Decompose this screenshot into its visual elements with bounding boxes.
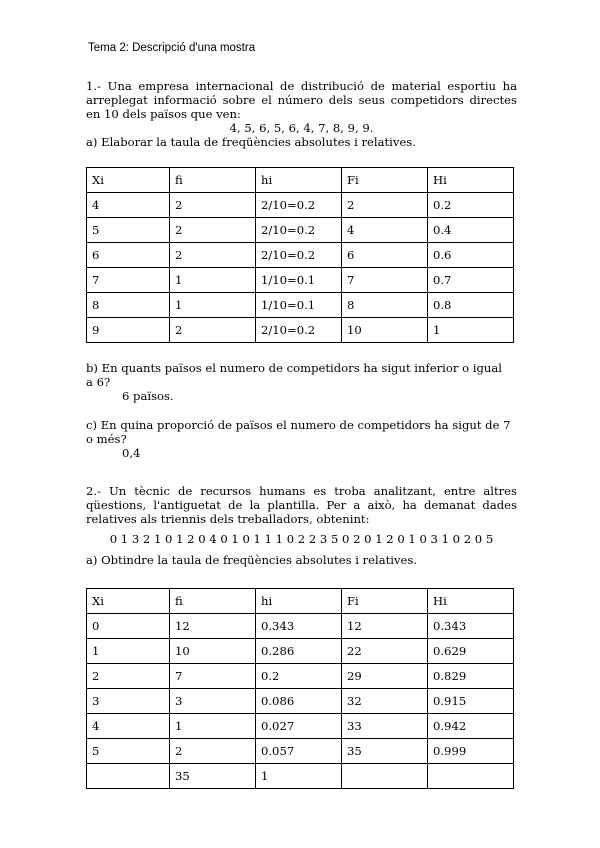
- exercise-1-line-3: en 10 dels països que ven:: [86, 107, 241, 121]
- cell-Hi: 0.915: [428, 689, 514, 714]
- cell-fi: 1: [170, 714, 256, 739]
- cell-fi: 7: [170, 664, 256, 689]
- cell-Hi: 1: [428, 318, 514, 343]
- cell-hi: 0.343: [256, 614, 342, 639]
- cell-fi-total: 35: [170, 764, 256, 789]
- cell-Hi: [428, 764, 514, 789]
- cell-Fi: 10: [342, 318, 428, 343]
- table-row: [87, 193, 514, 218]
- cell-xi: 0: [87, 614, 170, 639]
- cell-hi-total: 1: [256, 764, 342, 789]
- exercise-1-statement: [86, 79, 517, 149]
- header-hi: hi: [256, 168, 342, 193]
- question-b-line-2: a 6?: [86, 375, 111, 389]
- exercise-2-data: 0 1 3 2 1 0 1 2 0 4 0 1 0 1 1 1 0 2 2 3 5 0 2 0 1 2 0 1 0 3 1 0 2 0 5: [109, 532, 494, 546]
- table-row: [87, 318, 514, 343]
- exercise-2-statement: [86, 484, 517, 526]
- cell-Fi: 29: [342, 664, 428, 689]
- cell-hi: 2/10=0.2: [256, 243, 342, 268]
- table-row: [87, 714, 514, 739]
- header-fi: fi: [170, 168, 256, 193]
- question-b-line-1: b) En quants països el numero de competidors ha sigut inferior o igual: [86, 361, 502, 375]
- table-row: [87, 689, 514, 714]
- cell-xi: [87, 764, 170, 789]
- cell-hi: 0.286: [256, 639, 342, 664]
- table-row: [87, 293, 514, 318]
- cell-Fi: 6: [342, 243, 428, 268]
- cell-fi: 2: [170, 739, 256, 764]
- cell-fi: 1: [170, 293, 256, 318]
- cell-xi: 5: [87, 218, 170, 243]
- page-header: Tema 2: Descripció d'una mostra: [88, 42, 256, 54]
- cell-Fi: [342, 764, 428, 789]
- exercise-2-line-2: qüestions, l'antiguetat de la plantilla. Per a això, ha demanat dades: [86, 498, 517, 512]
- cell-Hi: 0.942: [428, 714, 514, 739]
- exercise-1-question-c: [86, 418, 517, 460]
- cell-fi: 2: [170, 193, 256, 218]
- cell-hi: 0.086: [256, 689, 342, 714]
- table-header-row: [87, 168, 514, 193]
- cell-Hi: 0.6: [428, 243, 514, 268]
- cell-xi: 4: [87, 714, 170, 739]
- cell-hi: 1/10=0.1: [256, 268, 342, 293]
- cell-Hi: 0.343: [428, 614, 514, 639]
- table-row: [87, 243, 514, 268]
- table-row: [87, 218, 514, 243]
- cell-xi: 1: [87, 639, 170, 664]
- table-total-row: [87, 764, 514, 789]
- cell-xi: 6: [87, 243, 170, 268]
- cell-hi: 1/10=0.1: [256, 293, 342, 318]
- cell-xi: 5: [87, 739, 170, 764]
- cell-Hi: 0.999: [428, 739, 514, 764]
- cell-fi: 1: [170, 268, 256, 293]
- cell-Hi: 0.8: [428, 293, 514, 318]
- exercise-1-data: 4, 5, 6, 5, 6, 4, 7, 8, 9, 9.: [229, 121, 374, 135]
- cell-Fi: 7: [342, 268, 428, 293]
- cell-hi: 2/10=0.2: [256, 318, 342, 343]
- cell-hi: 0.057: [256, 739, 342, 764]
- question-c-line-2: o més?: [86, 432, 127, 446]
- header-Hi: Hi: [428, 168, 514, 193]
- cell-hi: 2/10=0.2: [256, 218, 342, 243]
- exercise-2-frequency-table: [86, 588, 514, 789]
- cell-hi: 0.027: [256, 714, 342, 739]
- cell-Fi: 2: [342, 193, 428, 218]
- cell-Fi: 35: [342, 739, 428, 764]
- cell-fi: 3: [170, 689, 256, 714]
- cell-fi: 2: [170, 318, 256, 343]
- cell-xi: 3: [87, 689, 170, 714]
- cell-Fi: 22: [342, 639, 428, 664]
- cell-fi: 2: [170, 243, 256, 268]
- cell-xi: 2: [87, 664, 170, 689]
- cell-hi: 2/10=0.2: [256, 193, 342, 218]
- table-row: [87, 268, 514, 293]
- cell-fi: 2: [170, 218, 256, 243]
- question-c-line-1: c) En quina proporció de països el numero de competidors ha sigut de 7: [86, 418, 511, 432]
- table-row: [87, 639, 514, 664]
- exercise-1-line-1: 1.- Una empresa internacional de distribució de material esportiu ha: [86, 79, 517, 93]
- exercise-2-question-a: a) Obtindre la taula de freqüències absolutes i relatives.: [86, 553, 418, 567]
- exercise-1-frequency-table: [86, 167, 514, 343]
- exercise-2-line-1: 2.- Un tècnic de recursos humans es troba analitzant, entre altres: [86, 484, 517, 498]
- cell-hi: 0.2: [256, 664, 342, 689]
- cell-Fi: 4: [342, 218, 428, 243]
- header-Hi: Hi: [428, 589, 514, 614]
- exercise-1-question-b: [86, 361, 517, 403]
- exercise-1-question-a: a) Elaborar la taula de freqüències absolutes i relatives.: [86, 135, 416, 149]
- header-xi: Xi: [87, 168, 170, 193]
- cell-Fi: 8: [342, 293, 428, 318]
- cell-xi: 8: [87, 293, 170, 318]
- header-fi: fi: [170, 589, 256, 614]
- cell-Hi: 0.2: [428, 193, 514, 218]
- table-header-row: [87, 589, 514, 614]
- cell-Fi: 33: [342, 714, 428, 739]
- exercise-1-line-2: arreplegat informació sobre el número dels seus competidors directes: [86, 93, 517, 107]
- question-b-answer: 6 països.: [122, 389, 174, 403]
- header-hi: hi: [256, 589, 342, 614]
- cell-Hi: 0.629: [428, 639, 514, 664]
- header-Fi: Fi: [342, 589, 428, 614]
- cell-fi: 12: [170, 614, 256, 639]
- cell-Hi: 0.4: [428, 218, 514, 243]
- cell-Fi: 12: [342, 614, 428, 639]
- cell-xi: 7: [87, 268, 170, 293]
- cell-xi: 4: [87, 193, 170, 218]
- exercise-2-line-3: relatives als triennis dels treballadors, obtenint:: [86, 512, 370, 526]
- cell-xi: 9: [87, 318, 170, 343]
- question-c-answer: 0,4: [122, 446, 141, 460]
- cell-Hi: 0.829: [428, 664, 514, 689]
- cell-fi: 10: [170, 639, 256, 664]
- cell-Hi: 0.7: [428, 268, 514, 293]
- header-xi: Xi: [87, 589, 170, 614]
- table-row: [87, 664, 514, 689]
- cell-Fi: 32: [342, 689, 428, 714]
- table-row: [87, 614, 514, 639]
- table-row: [87, 739, 514, 764]
- header-Fi: Fi: [342, 168, 428, 193]
